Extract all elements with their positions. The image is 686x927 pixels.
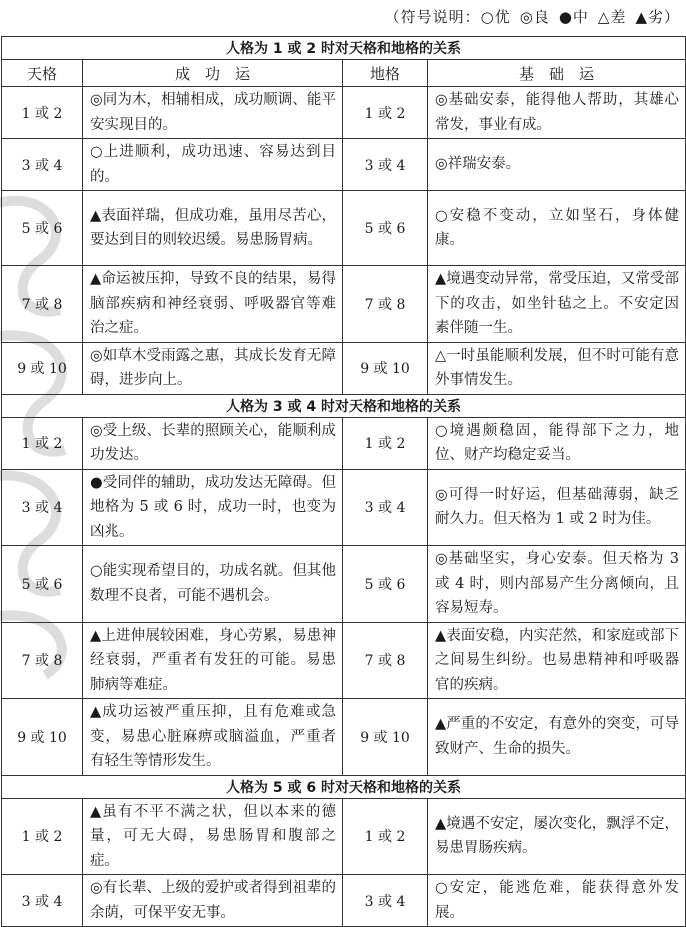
base-text: ○安定，能逃危难，能获得意外发展。 — [428, 875, 686, 927]
table-row — [2, 266, 686, 343]
table-row — [2, 622, 686, 699]
dige-value: 1 或 2 — [343, 417, 428, 469]
legend-poor: △差 — [597, 8, 627, 26]
success-text: ▲上进伸展较困难，身心劳累，易患神经衰弱，严重者有发狂的可能。易患肺病等难症。 — [83, 622, 343, 699]
header-success: 成 功 运 — [83, 60, 343, 87]
section-title-row — [2, 37, 686, 60]
section-title-row — [2, 775, 686, 798]
legend-good: ◎良 — [519, 8, 550, 26]
tiange-value: 5 或 6 — [2, 546, 83, 623]
dige-value: 3 或 4 — [343, 139, 428, 191]
section-title: 人格为 1 或 2 时对天格和地格的关系 — [2, 37, 686, 60]
symbol-legend — [385, 6, 680, 27]
table-row — [2, 342, 686, 394]
dige-value: 7 或 8 — [343, 622, 428, 699]
relationship-table — [1, 36, 686, 927]
success-text: ◎同为木，相辅相成，成功顺调、能平安实现目的。 — [83, 87, 343, 139]
section-title: 人格为 3 或 4 时对天格和地格的关系 — [2, 394, 686, 417]
base-text: ○境遇颇稳固，能得部下之力，地位、财产均稳定妥当。 — [428, 417, 686, 469]
dige-value: 1 或 2 — [343, 798, 428, 875]
table-row — [2, 417, 686, 469]
tiange-value: 3 或 4 — [2, 875, 83, 927]
success-text: ◎受上级、长辈的照顾关心，能顺利成功发达。 — [83, 417, 343, 469]
dige-value: 1 或 2 — [343, 87, 428, 139]
base-text: △一时虽能顺利发展，但不时可能有意外事情发生。 — [428, 342, 686, 394]
legend-prefix: （符号说明： — [384, 8, 481, 26]
dige-value: 7 或 8 — [343, 266, 428, 343]
dige-value: 9 或 10 — [343, 342, 428, 394]
success-text: ●受同伴的辅助，成功发达无障碍。但地格为 5 或 6 时，成功一时，也变为凶兆。 — [83, 469, 343, 546]
base-text: ◎可得一时好运，但基础薄弱，缺乏耐久力。但天格为 1 或 2 时为佳。 — [428, 469, 686, 546]
success-text: ○上进顺利，成功迅速、容易达到目的。 — [83, 139, 343, 191]
tiange-value: 9 或 10 — [2, 699, 83, 776]
base-text: ◎基础安泰，能得他人帮助，其雄心常发，事业有成。 — [428, 87, 686, 139]
tiange-value: 1 或 2 — [2, 798, 83, 875]
table-row — [2, 191, 686, 266]
base-text: ▲境遇不安定，屡次变化，飘浮不定，易患胃肠疾病。 — [428, 798, 686, 875]
table-row — [2, 699, 686, 776]
base-text: ▲境遇变动异常，常受压迫，又常受部下的攻击，如坐针毡之上。不安定因素伴随一生。 — [428, 266, 686, 343]
tiange-value: 5 或 6 — [2, 191, 83, 266]
tiange-value: 1 或 2 — [2, 87, 83, 139]
table-row — [2, 875, 686, 927]
legend-medium: ●中 — [558, 8, 589, 26]
header-tiange: 天格 — [2, 60, 83, 87]
header-dige: 地格 — [343, 60, 428, 87]
dige-value: 9 或 10 — [343, 699, 428, 776]
success-text: ▲成功运被严重压抑，且有危难或急变，易患心脏麻痹或脑溢血，严重者有轻生等情形发生。 — [83, 699, 343, 776]
success-text: ▲命运被压抑，导致不良的结果，易得脑部疾病和神经衰弱、呼吸器官等难治之症。 — [83, 266, 343, 343]
tiange-value: 3 或 4 — [2, 139, 83, 191]
base-text: ○安稳不变动，立如坚石，身体健康。 — [428, 191, 686, 266]
tiange-value: 9 或 10 — [2, 342, 83, 394]
section-title: 人格为 5 或 6 时对天格和地格的关系 — [2, 775, 686, 798]
table-row — [2, 469, 686, 546]
table-row — [2, 546, 686, 623]
success-text: ▲虽有不平不满之状，但以本来的德量，可无大碍，易患肠胃和腹部之症。 — [83, 798, 343, 875]
tiange-value: 7 或 8 — [2, 266, 83, 343]
success-text: ▲表面祥瑞，但成功难，虽用尽苦心，要达到目的则较迟缓。易患肠胃病。 — [83, 191, 343, 266]
dige-value: 5 或 6 — [343, 191, 428, 266]
legend-excellent: ○优 — [480, 8, 511, 26]
tiange-value: 1 或 2 — [2, 417, 83, 469]
base-text: ▲严重的不安定，有意外的突变，可导致财产、生命的损失。 — [428, 699, 686, 776]
section-title-row — [2, 394, 686, 417]
tiange-value: 7 或 8 — [2, 622, 83, 699]
header-base: 基 础 运 — [428, 60, 686, 87]
table-row — [2, 87, 686, 139]
base-text: ◎基础坚实，身心安泰。但天格为 3 或 4 时，则内部易产生分离倾向，且容易短寿。 — [428, 546, 686, 623]
success-text: ◎有长辈、上级的爱护或者得到祖辈的余荫，可保平安无事。 — [83, 875, 343, 927]
base-text: ▲表面安稳，内实茫然，和家庭或部下之间易生纠纷。也易患精神和呼吸器官的疾病。 — [428, 622, 686, 699]
tiange-value: 3 或 4 — [2, 469, 83, 546]
dige-value: 3 或 4 — [343, 469, 428, 546]
legend-bad: ▲劣） — [635, 8, 680, 26]
dige-value: 5 或 6 — [343, 546, 428, 623]
column-header-row — [2, 60, 686, 87]
success-text: ◎如草木受雨露之惠，其成长发育无障碍，进步向上。 — [83, 342, 343, 394]
table-row — [2, 798, 686, 875]
base-text: ◎祥瑞安泰。 — [428, 139, 686, 191]
success-text: ○能实现希望目的，功成名就。但其他数理不良者，可能不遇机会。 — [83, 546, 343, 623]
table-row — [2, 139, 686, 191]
dige-value: 3 或 4 — [343, 875, 428, 927]
